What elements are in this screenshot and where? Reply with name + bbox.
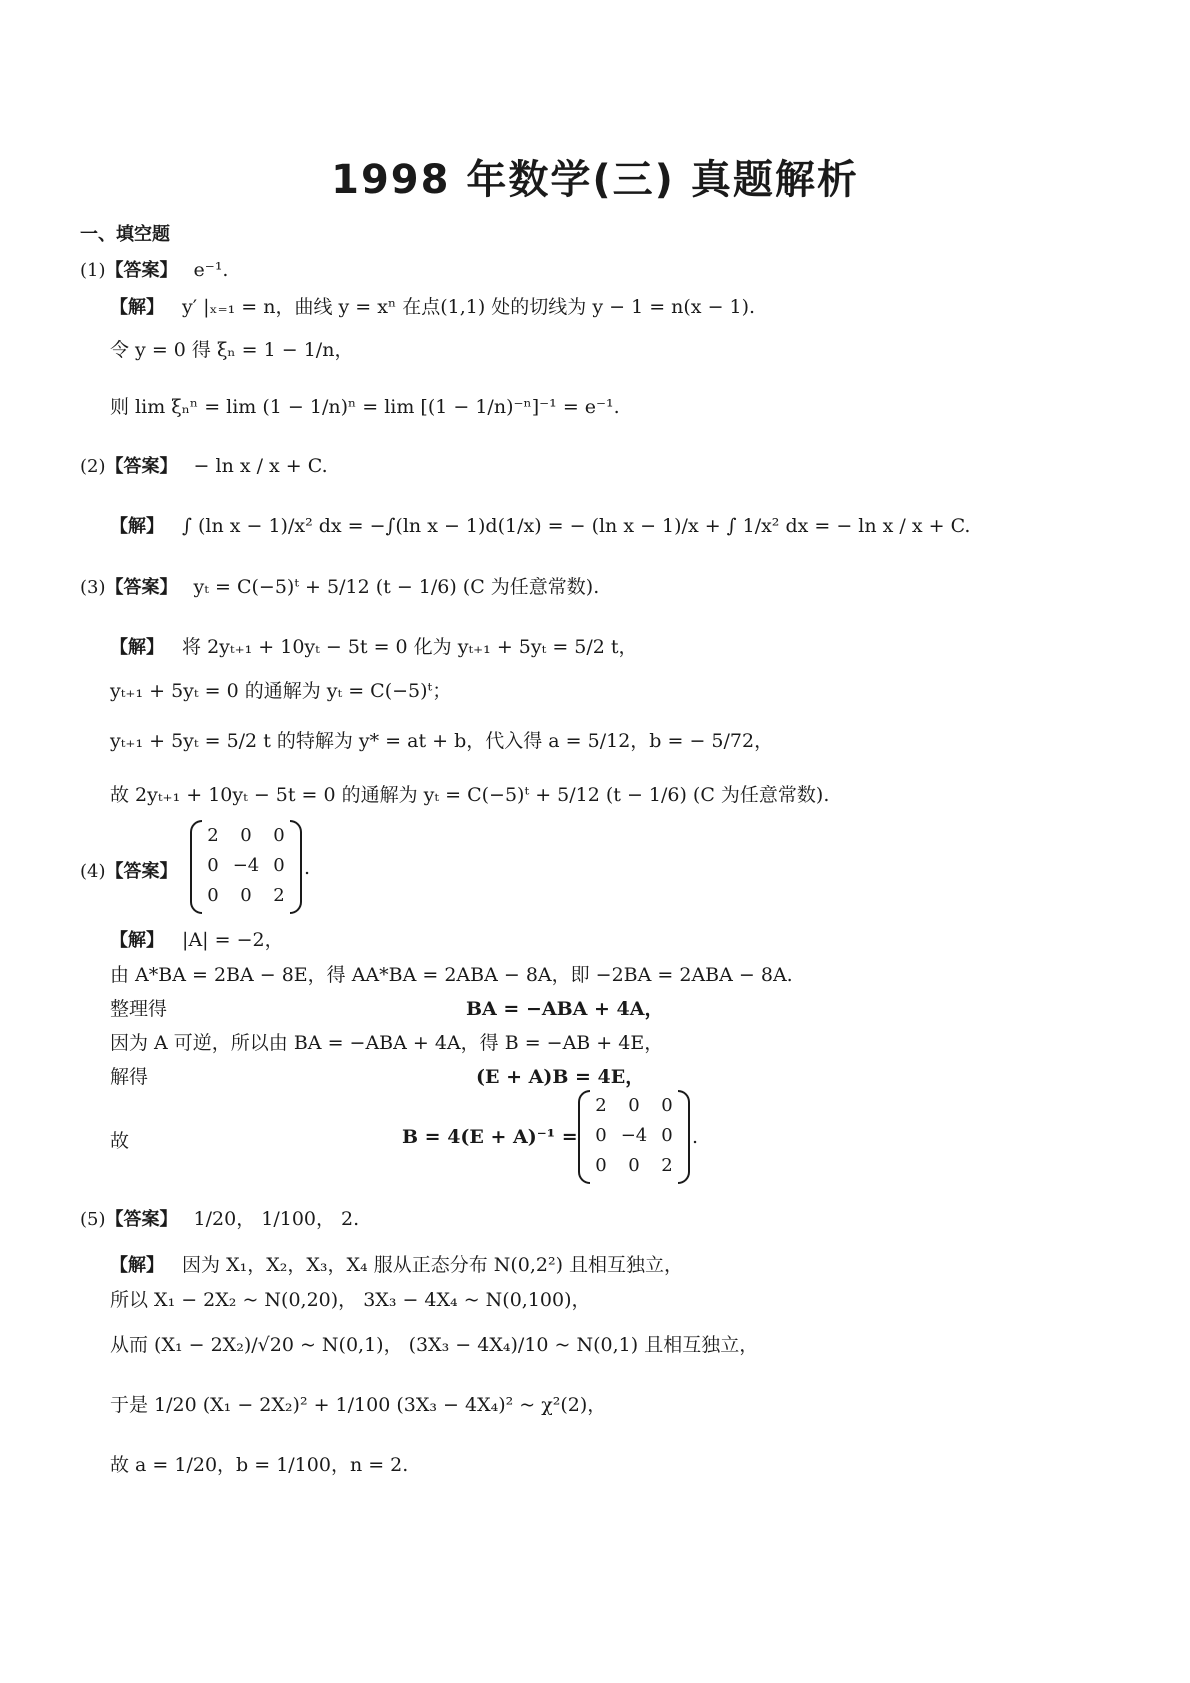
q3-answer-tag: 【答案】 [105, 577, 178, 598]
q1-answer-tag: 【答案】 [105, 260, 178, 281]
q4-solution-line-3a: 整理得 [110, 998, 168, 1020]
q4-solution-line-6a: 故 [110, 1130, 130, 1152]
matrix-cell: 0 [207, 854, 219, 876]
q3-number: (3) [80, 577, 106, 598]
matrix-row [198, 850, 294, 880]
matrix-cell: 0 [595, 1154, 607, 1176]
q2-solution-line-1 [110, 512, 970, 538]
q1-number: (1) [80, 260, 106, 281]
q4-answer-line [80, 857, 178, 883]
q4-solution-line-6b: B = 4(E + A)⁻¹ = [402, 1126, 578, 1148]
matrix-row [586, 1090, 682, 1120]
matrix-row [198, 820, 294, 850]
matrix-cell: 0 [273, 854, 285, 876]
q2-answer-tag: 【答案】 [105, 456, 178, 477]
q1-solution-line-1 [110, 292, 755, 319]
matrix-period: . [692, 1126, 699, 1148]
matrix-cell: 0 [240, 824, 252, 846]
q5-solution-line-5: 故 a = 1/20，b = 1/100，n = 2. [110, 1454, 409, 1476]
matrix-cell: 2 [595, 1094, 607, 1116]
q5-answer: 1/20， 1/100， 2. [193, 1208, 360, 1230]
matrix-right-paren [290, 820, 302, 914]
matrix-row [198, 880, 294, 910]
matrix-cell: 2 [273, 884, 285, 906]
q5-solution-tag: 【解】 [110, 1255, 164, 1276]
q4-solution-line-3b: BA = −ABA + 4A， [466, 998, 664, 1020]
q4-number: (4) [80, 861, 106, 882]
q4-answer-tag: 【答案】 [105, 861, 178, 882]
section-heading: 一、填空题 [80, 224, 170, 245]
matrix-row [586, 1150, 682, 1180]
q3-answer: yₜ = C(−5)ᵗ + 5/12 (t − 1/6) (C 为任意常数). [193, 576, 600, 598]
q1-answer: e⁻¹. [193, 259, 229, 281]
q1-solution-line-2: 令 y = 0 得 ξₙ = 1 − 1/n， [110, 339, 354, 361]
q4-solution-line-4: 因为 A 可逆，所以由 BA = −ABA + 4A，得 B = −AB + 4E， [110, 1032, 664, 1054]
q5-solution-line-1 [110, 1250, 683, 1277]
matrix-cell: −4 [620, 1124, 648, 1146]
q2-answer: − ln x / x + C. [193, 455, 328, 477]
q5-answer-line [80, 1204, 359, 1231]
q1-solution-tag: 【解】 [110, 297, 164, 318]
q1-solution-text-1: y′ |ₓ₌₁ = n，曲线 y = xⁿ 在点(1,1) 处的切线为 y − 1 = n(x − 1). [182, 296, 756, 318]
q5-solution-line-3: 从而 (X₁ − 2X₂)/√20 ~ N(0,1)， (3X₃ − 4X₄)/10 ~ N(0,1) 且相互独立， [110, 1334, 759, 1356]
matrix-row [586, 1120, 682, 1150]
q2-solution-text-1: ∫ (ln x − 1)/x² dx = −∫(ln x − 1)d(1/x) = − (ln x − 1)/x + ∫ 1/x² dx = − ln x / x + C. [182, 515, 971, 537]
q4-solution-text-1: |A| = −2， [182, 929, 284, 951]
q4-solution-line-5a: 解得 [110, 1066, 149, 1088]
q5-answer-tag: 【答案】 [105, 1209, 178, 1230]
page-title: 1998 年数学(三) 真题解析 [331, 157, 859, 203]
q4-solution-line-1 [110, 925, 284, 952]
matrix-cell: 0 [628, 1154, 640, 1176]
q3-solution-tag: 【解】 [110, 637, 164, 658]
q2-number: (2) [80, 456, 106, 477]
q4-result-matrix [578, 1090, 690, 1184]
matrix-cell: 0 [661, 1124, 673, 1146]
q4-answer-matrix [190, 820, 302, 914]
q3-solution-text-1: 将 2yₜ₊₁ + 10yₜ − 5t = 0 化为 yₜ₊₁ + 5yₜ = 5/2 t， [182, 636, 638, 658]
q2-solution-tag: 【解】 [110, 516, 164, 537]
q1-solution-line-3: 则 lim ξₙⁿ = lim (1 − 1/n)ⁿ = lim [(1 − 1/n)⁻ⁿ]⁻¹ = e⁻¹. [110, 396, 620, 418]
q3-solution-line-4: 故 2yₜ₊₁ + 10yₜ − 5t = 0 的通解为 yₜ = C(−5)ᵗ + 5/12 (t − 1/6) (C 为任意常数). [110, 784, 830, 806]
q5-solution-line-2: 所以 X₁ − 2X₂ ~ N(0,20)， 3X₃ − 4X₄ ~ N(0,100)， [110, 1289, 591, 1311]
matrix-cell: 0 [661, 1094, 673, 1116]
q5-solution-text-1: 因为 X₁，X₂，X₃，X₄ 服从正态分布 N(0,2²) 且相互独立， [182, 1254, 684, 1276]
q5-solution-line-4: 于是 1/20 (X₁ − 2X₂)² + 1/100 (3X₃ − 4X₄)² ~ χ²(2)， [110, 1394, 607, 1416]
q3-answer-line [80, 572, 599, 599]
matrix-right-paren [678, 1090, 690, 1184]
q3-solution-line-3: yₜ₊₁ + 5yₜ = 5/2 t 的特解为 y* = at + b，代入得 a = 5/12，b = − 5/72， [110, 730, 774, 752]
matrix-table [586, 1090, 682, 1180]
q2-answer-line [80, 452, 328, 478]
matrix-cell: 0 [595, 1124, 607, 1146]
matrix-cell: 0 [207, 884, 219, 906]
q4-solution-tag: 【解】 [110, 930, 164, 951]
matrix-cell: 2 [207, 824, 219, 846]
q1-answer-line [80, 256, 228, 282]
q3-solution-line-2: yₜ₊₁ + 5yₜ = 0 的通解为 yₜ = C(−5)ᵗ； [110, 680, 452, 702]
matrix-cell: 0 [273, 824, 285, 846]
matrix-cell: −4 [232, 854, 260, 876]
matrix-table [198, 820, 294, 910]
matrix-cell: 0 [628, 1094, 640, 1116]
q4-solution-line-5b: (E + A)B = 4E， [476, 1066, 645, 1088]
matrix-cell: 2 [661, 1154, 673, 1176]
matrix-period: . [304, 857, 311, 879]
matrix-cell: 0 [240, 884, 252, 906]
q5-number: (5) [80, 1209, 106, 1230]
q4-solution-line-2: 由 A*BA = 2BA − 8E，得 AA*BA = 2ABA − 8A，即 −2BA = 2ABA − 8A. [110, 964, 793, 986]
q3-solution-line-1 [110, 632, 638, 659]
